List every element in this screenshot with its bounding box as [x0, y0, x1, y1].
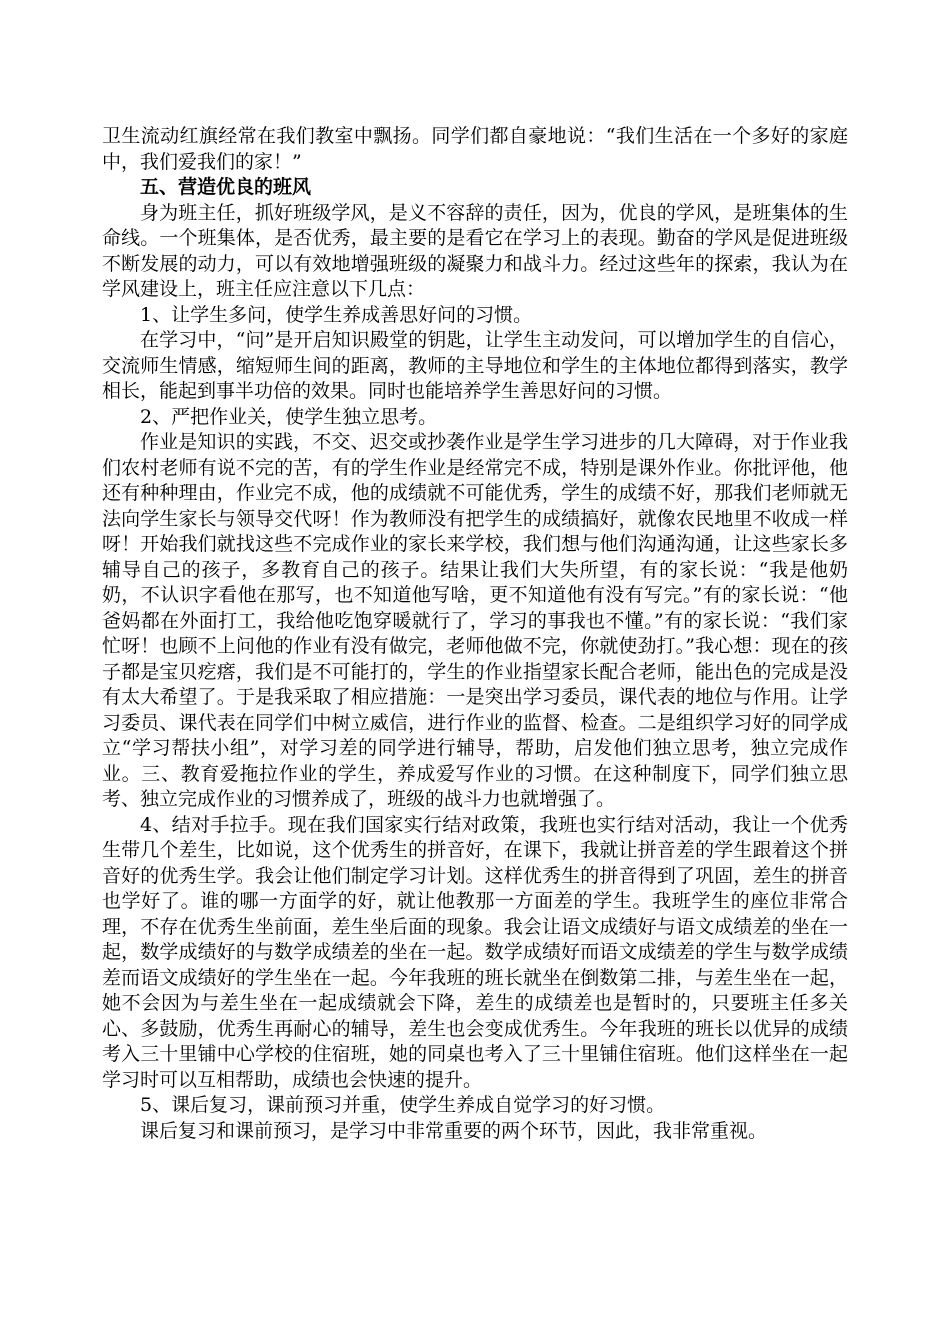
list-point: 5、课后复习，课前预习并重，使学生养成自觉学习的好习惯。 — [140, 1094, 666, 1116]
paragraph: 卫生流动红旗经常在我们教室中飘扬。同学们都自豪地说：“我们生活在一个多好的家庭中，我们爱我们的家！” — [102, 125, 848, 173]
list-point: 2、严把作业关，使学生独立思考。 — [140, 405, 438, 428]
document-body — [102, 124, 848, 1144]
paragraph: 身为班主任，抓好班级学风，是义不容辞的责任，因为，优良的学风，是班集体的生命线。一个班集体，是否优秀，最主要的是看它在学习上的表现。勤奋的学风是促进班级不断发展的动力，可以有效地增强班级的凝聚力和战斗力。经过这些年的探索，我认为在学风建设上，班主任应注意以下几点： — [102, 201, 848, 300]
paragraph: 4、结对手拉手。现在我们国家实行结对政策，我班也实行结对活动，我让一个优秀生带几个差生，比如说，这个优秀生的拼音好，在课下，我就让拼音差的学生跟着这个拼音好的优秀生学。我会让他们制定学习计划。这样优秀生的拼音得到了巩固，差生的拼音也学好了。谁的哪一方面学的好，就让他教那一方面差的学生。我班学生的座位非常合理，不存在优秀生坐前面，差生坐后面的现象。我会让语文成绩好与语文成绩差的坐在一起，数学成绩好的与数学成绩差的坐在一起。数学成绩好而语文成绩差的学生与数学成绩差而语文成绩好的学生坐在一起。今年我班的班长就坐在倒数第二排，与差生坐在一起，她不会因为与差生坐在一起成绩就会下降，差生的成绩差也是暂时的，只要班主任多关心、多鼓励，优秀生再耐心的辅导，差生也会变成优秀生。今年我班的班长以优异的成绩考入三十里铺中心学校的住宿班，她的同桌也考入了三十里铺住宿班。他们这样坐在一起学习时可以互相帮助，成绩也会快速的提升。 — [102, 813, 848, 1091]
paragraph: 作业是知识的实践，不交、迟交或抄袭作业是学生学习进步的几大障碍，对于作业我们农村老师有说不完的苦，有的学生作业是经常完不成，特别是课外作业。你批评他，他还有种种理由，作业完不成，他的成绩就不可能优秀，学生的成绩不好，那我们老师就无法向学生家长与领导交代呀！作为教师没有把学生的成绩搞好，就像农民地里不收成一样呀！开始我们就找这些不完成作业的家长来学校，我们想与他们沟通沟通，让这些家长多辅导自己的孩子，多教育自己的孩子。结果让我们大失所望，有的家长说：“我是他奶奶，不认识字看他在那写，也不知道他写啥，更不知道他有没有写完。”有的家长说：“他爸妈都在外面打工，我给他吃饱穿暖就行了，学习的事我也不懂。”有的家长说：“我们家忙呀！也顾不上问他的作业有没有做完，老师他做不完，你就使劲打。”我心想：现在的孩子都是宝贝疙瘩，我们是不可能打的，学生的作业指望家长配合老师，能出色的完成是没有太大希望了。于是我采取了相应措施：一是突出学习委员，课代表的地位与作用。让学习委员、课代表在同学们中树立威信，进行作业的监督、检查。二是组织学习好的同学成立“学习帮扶小组”，对学习差的同学进行辅导，帮助，启发他们独立思考，独立完成作业。三、教育爱拖拉作业的学生，养成爱写作业的习惯。在这种制度下，同学们独立思考、独立完成作业的习惯养成了，班级的战斗力也就增强了。 — [102, 431, 848, 810]
list-point: 1、让学生多问，使学生养成善思好问的习惯。 — [140, 303, 533, 326]
paragraph: 在学习中，“问”是开启知识殿堂的钥匙，让学生主动发问，可以增加学生的自信心，交流师生情感，缩短师生间的距离，教师的主导地位和学生的主体地位都得到落实，教学相长，能起到事半功倍的效果。同时也能培养学生善思好问的习惯。 — [102, 329, 848, 402]
section-heading: 五、营造优良的班风 — [140, 176, 312, 198]
paragraph: 课后复习和课前预习，是学习中非常重要的两个环节，因此，我非常重视。 — [140, 1119, 768, 1142]
